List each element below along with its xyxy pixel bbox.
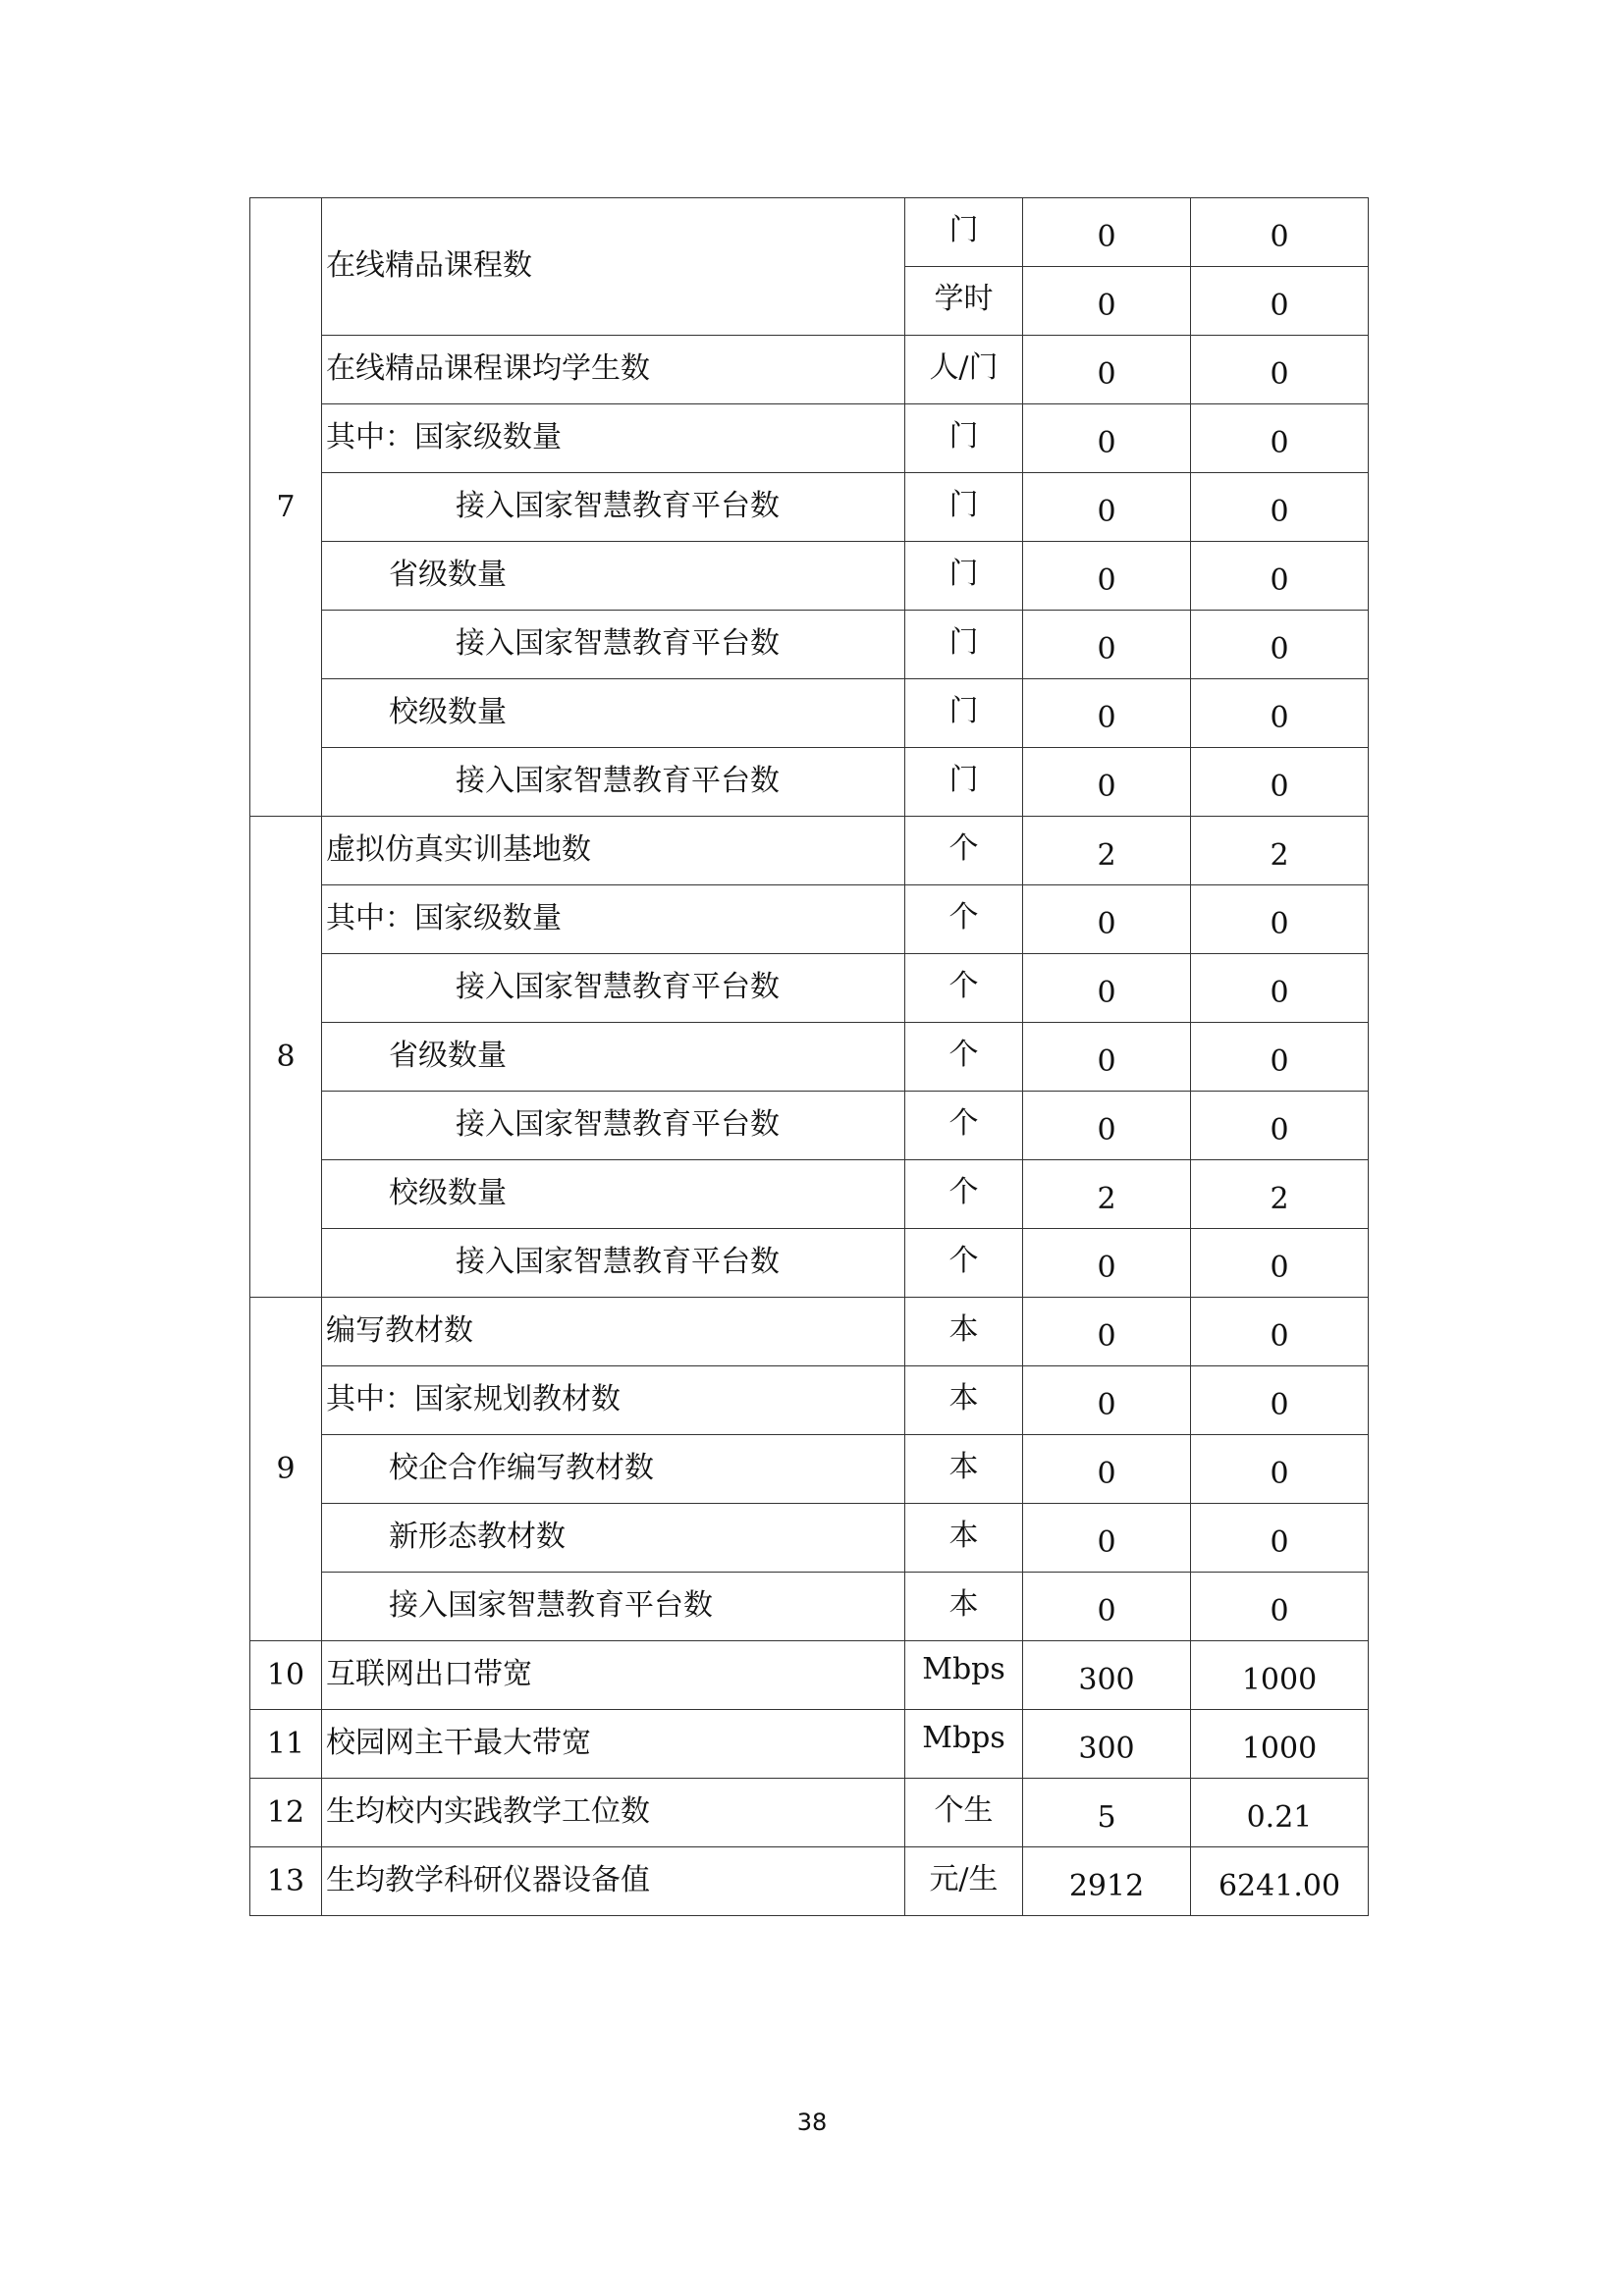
indicator-name: 生均校内实践教学工位数 [322,1779,905,1847]
table-row [250,336,1369,404]
value-cell-1: 0 [1023,404,1191,473]
value-cell-1: 0 [1023,198,1191,267]
unit-cell: Mbps [905,1641,1023,1710]
unit-cell: 人/门 [905,336,1023,404]
unit-cell: 门 [905,473,1023,542]
page-number: 38 [796,2109,828,2136]
value-cell-2: 0 [1191,198,1369,267]
indicator-name: 接入国家智慧教育平台数 [322,1092,905,1160]
value-cell-2: 0 [1191,1092,1369,1160]
indicator-name: 在线精品课程课均学生数 [322,336,905,404]
indicator-name: 接入国家智慧教育平台数 [322,1573,905,1641]
unit-cell: 个 [905,1023,1023,1092]
indicator-table [249,197,1369,1916]
value-cell-1: 5 [1023,1779,1191,1847]
table-row [250,1641,1369,1710]
value-cell-1: 0 [1023,473,1191,542]
value-cell-2: 2 [1191,1160,1369,1229]
indicator-name: 其中：国家规划教材数 [322,1366,905,1435]
unit-cell: 个生 [905,1779,1023,1847]
value-cell-2: 0 [1191,885,1369,954]
value-cell-2: 2 [1191,817,1369,885]
table-row [250,1160,1369,1229]
unit-cell: 门 [905,404,1023,473]
row-number: 10 [250,1641,322,1710]
unit-cell: 门 [905,748,1023,817]
value-cell-1: 0 [1023,1023,1191,1092]
table-row [250,1092,1369,1160]
value-cell-1: 0 [1023,748,1191,817]
value-cell-2: 0 [1191,1573,1369,1641]
value-cell-2: 0 [1191,267,1369,336]
value-cell-1: 0 [1023,1298,1191,1366]
unit-cell: 本 [905,1435,1023,1504]
value-cell-1: 0 [1023,679,1191,748]
row-number: 8 [250,817,322,1298]
value-cell-2: 0 [1191,679,1369,748]
row-number: 11 [250,1710,322,1779]
indicator-name: 校园网主干最大带宽 [322,1710,905,1779]
value-cell-1: 2912 [1023,1847,1191,1916]
indicator-name: 校企合作编写教材数 [322,1435,905,1504]
value-cell-2: 0 [1191,1023,1369,1092]
unit-cell: 个 [905,1160,1023,1229]
indicator-name: 校级数量 [322,1160,905,1229]
table-row [250,1298,1369,1366]
table-row [250,954,1369,1023]
unit-cell: 学时 [905,267,1023,336]
row-number: 12 [250,1779,322,1847]
value-cell-1: 0 [1023,336,1191,404]
value-cell-1: 2 [1023,817,1191,885]
indicator-name: 接入国家智慧教育平台数 [322,954,905,1023]
value-cell-2: 0 [1191,473,1369,542]
indicator-name: 其中：国家级数量 [322,404,905,473]
table-row [250,198,1369,267]
value-cell-2: 0 [1191,1435,1369,1504]
table-row [250,1023,1369,1092]
table-row [250,817,1369,885]
table-row [250,1779,1369,1847]
unit-cell: 个 [905,817,1023,885]
value-cell-1: 300 [1023,1641,1191,1710]
table-row [250,473,1369,542]
unit-cell: 本 [905,1366,1023,1435]
value-cell-2: 0 [1191,748,1369,817]
indicator-name: 省级数量 [322,1023,905,1092]
table-row [250,1366,1369,1435]
indicator-name: 接入国家智慧教育平台数 [322,1229,905,1298]
value-cell-1: 2 [1023,1160,1191,1229]
table-row [250,1847,1369,1916]
indicator-name: 接入国家智慧教育平台数 [322,748,905,817]
value-cell-1: 0 [1023,885,1191,954]
value-cell-2: 0 [1191,954,1369,1023]
value-cell-1: 0 [1023,1573,1191,1641]
value-cell-1: 0 [1023,542,1191,611]
value-cell-2: 0 [1191,1229,1369,1298]
table-row [250,748,1369,817]
unit-cell: Mbps [905,1710,1023,1779]
unit-cell: 本 [905,1504,1023,1573]
value-cell-2: 0.21 [1191,1779,1369,1847]
unit-cell: 个 [905,1229,1023,1298]
table-row [250,1573,1369,1641]
value-cell-2: 1000 [1191,1710,1369,1779]
unit-cell: 元/生 [905,1847,1023,1916]
value-cell-1: 0 [1023,611,1191,679]
value-cell-1: 300 [1023,1710,1191,1779]
value-cell-2: 0 [1191,404,1369,473]
unit-cell: 个 [905,954,1023,1023]
row-number: 7 [250,198,322,817]
indicator-table-body [250,198,1369,1916]
table-row [250,1435,1369,1504]
value-cell-2: 0 [1191,542,1369,611]
value-cell-1: 0 [1023,1504,1191,1573]
value-cell-2: 0 [1191,1504,1369,1573]
unit-cell: 门 [905,542,1023,611]
value-cell-2: 0 [1191,336,1369,404]
unit-cell: 本 [905,1298,1023,1366]
value-cell-1: 0 [1023,1435,1191,1504]
unit-cell: 门 [905,198,1023,267]
table-row [250,885,1369,954]
table-row [250,542,1369,611]
row-number: 9 [250,1298,322,1641]
value-cell-1: 0 [1023,954,1191,1023]
unit-cell: 个 [905,1092,1023,1160]
indicator-name: 虚拟仿真实训基地数 [322,817,905,885]
value-cell-2: 6241.00 [1191,1847,1369,1916]
indicator-name: 在线精品课程数 [322,198,905,336]
unit-cell: 个 [905,885,1023,954]
table-row [250,611,1369,679]
value-cell-1: 0 [1023,1229,1191,1298]
unit-cell: 门 [905,611,1023,679]
value-cell-2: 0 [1191,611,1369,679]
indicator-name: 其中：国家级数量 [322,885,905,954]
value-cell-2: 0 [1191,1298,1369,1366]
value-cell-1: 0 [1023,267,1191,336]
indicator-name: 接入国家智慧教育平台数 [322,611,905,679]
indicator-name: 接入国家智慧教育平台数 [322,473,905,542]
indicator-name: 新形态教材数 [322,1504,905,1573]
table-row [250,1504,1369,1573]
indicator-name: 校级数量 [322,679,905,748]
value-cell-1: 0 [1023,1366,1191,1435]
table-row [250,404,1369,473]
unit-cell: 门 [905,679,1023,748]
indicator-name: 编写教材数 [322,1298,905,1366]
row-number: 13 [250,1847,322,1916]
indicator-name: 省级数量 [322,542,905,611]
table-row [250,679,1369,748]
value-cell-2: 0 [1191,1366,1369,1435]
indicator-name: 互联网出口带宽 [322,1641,905,1710]
value-cell-1: 0 [1023,1092,1191,1160]
indicator-name: 生均教学科研仪器设备值 [322,1847,905,1916]
value-cell-2: 1000 [1191,1641,1369,1710]
unit-cell: 本 [905,1573,1023,1641]
table-row [250,1710,1369,1779]
table-row [250,1229,1369,1298]
